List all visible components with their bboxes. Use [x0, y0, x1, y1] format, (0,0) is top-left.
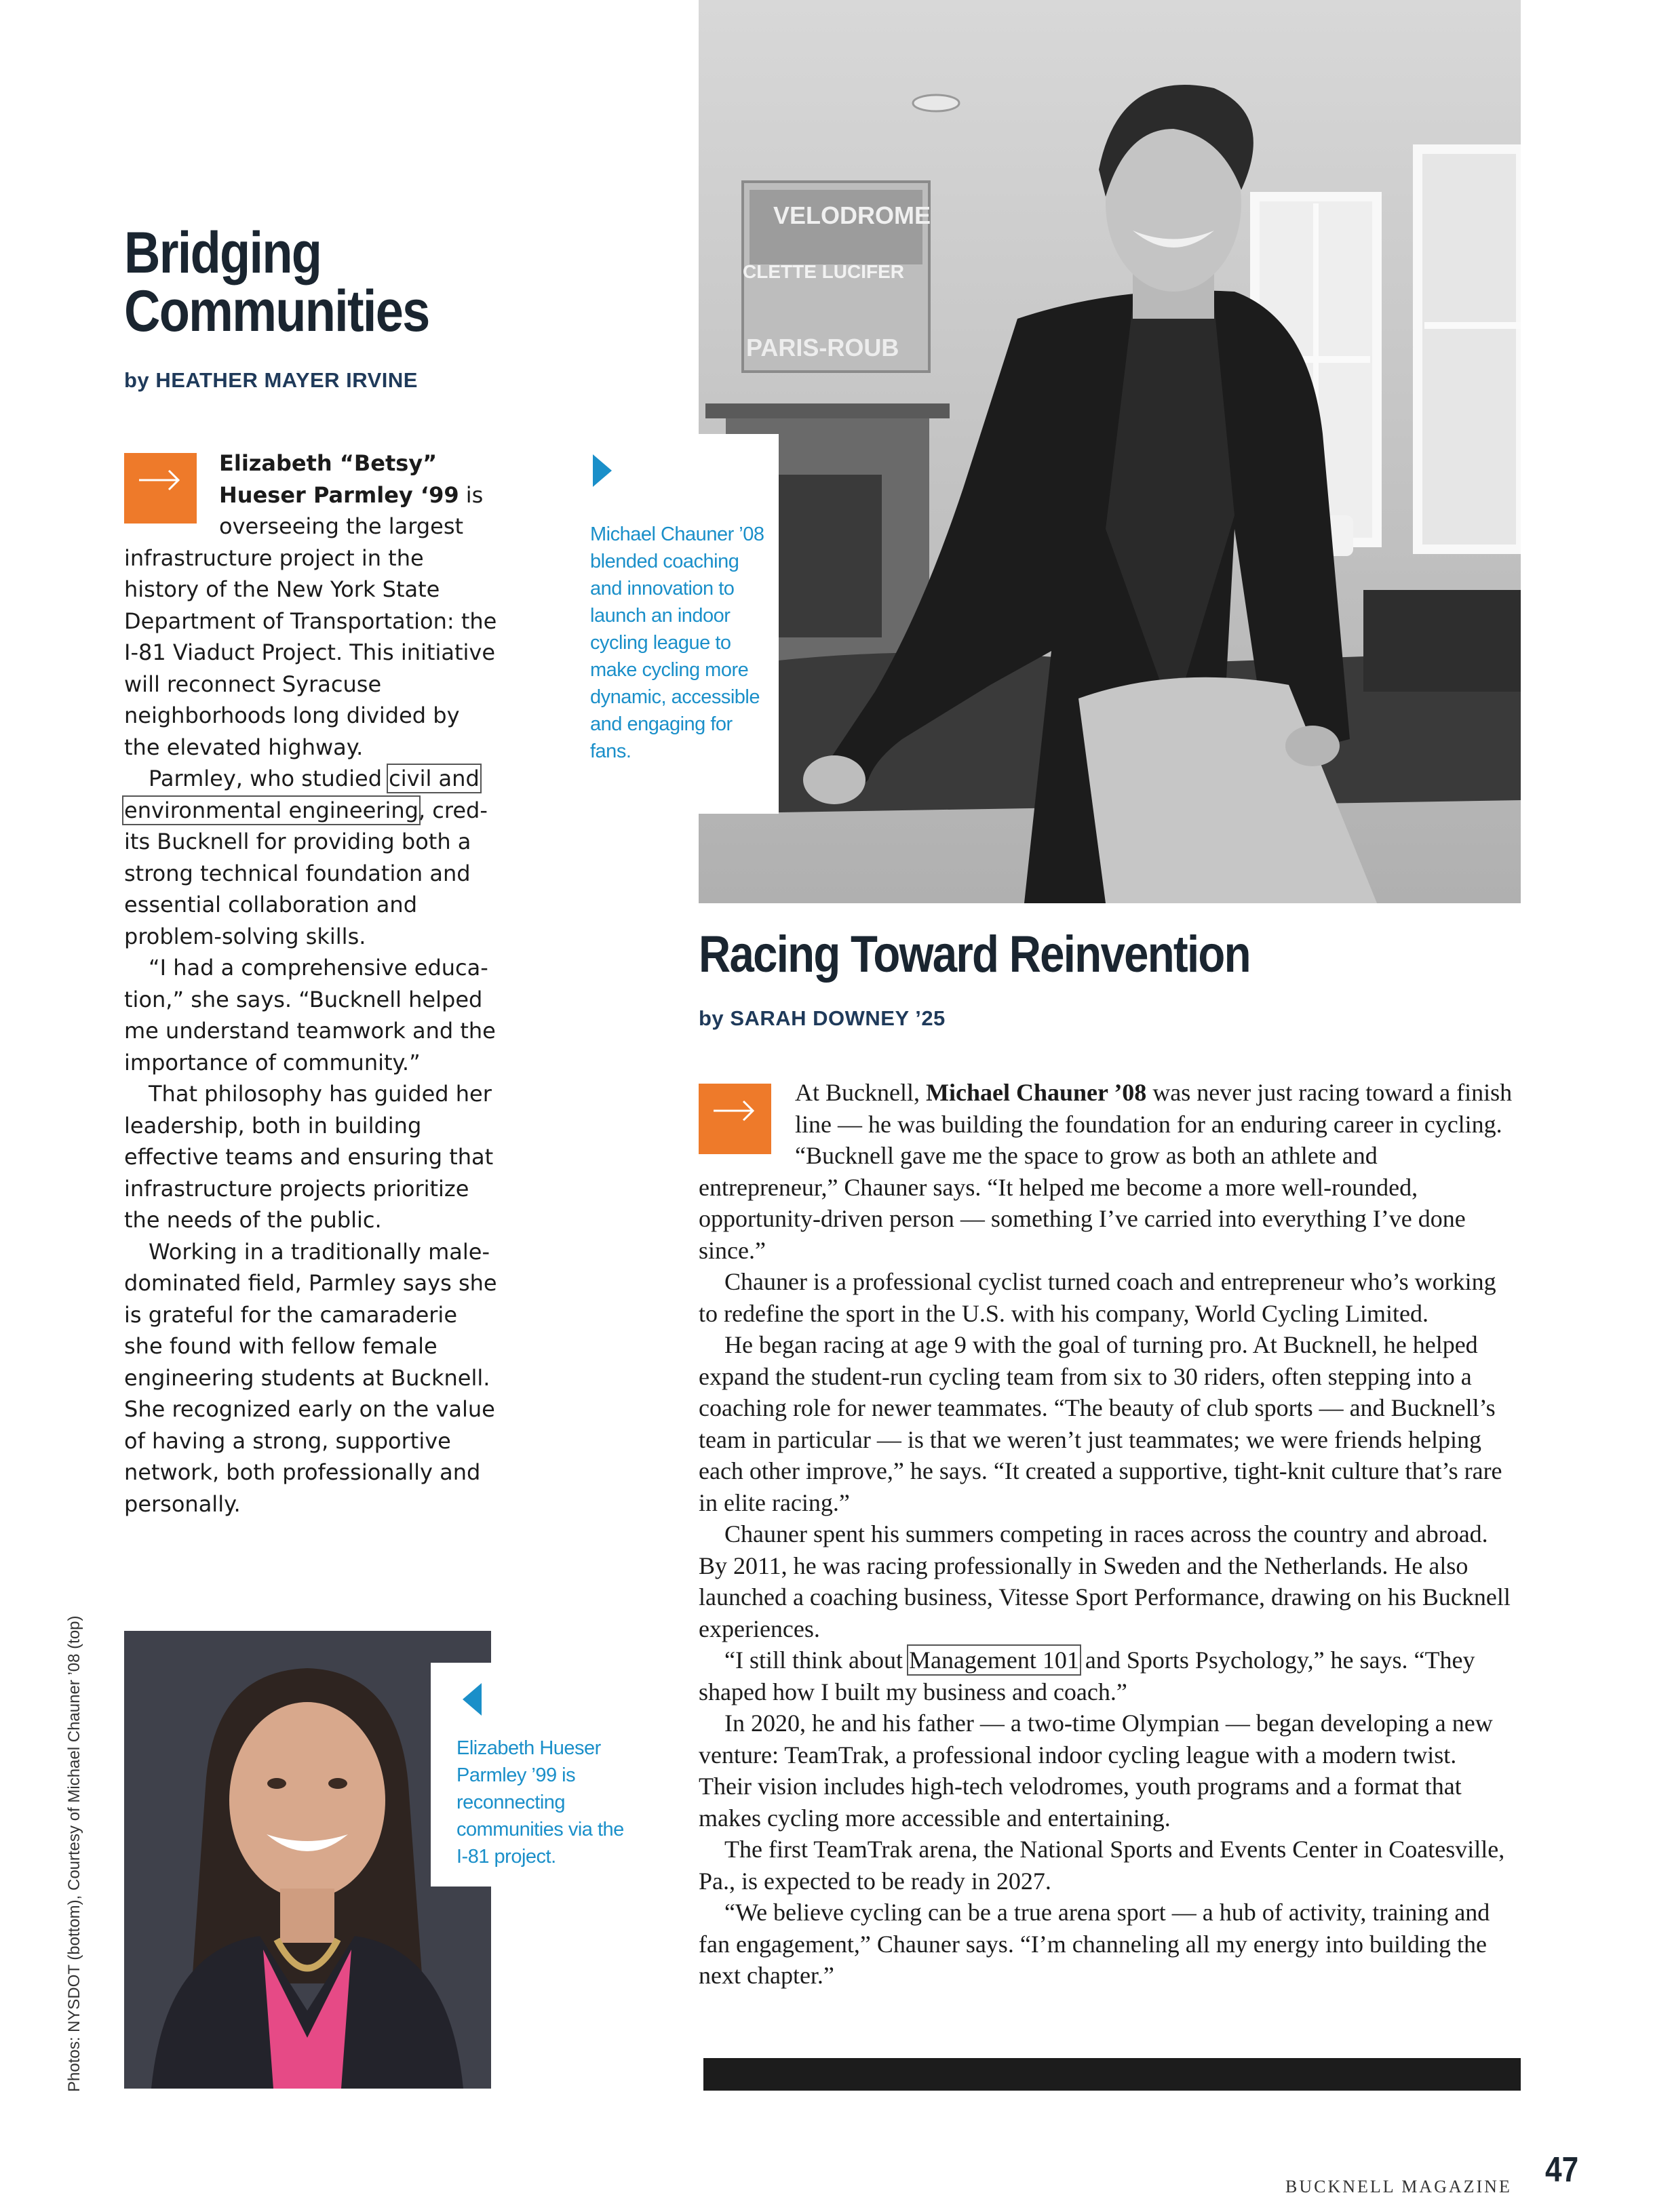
left-paragraph-5: Working in a traditionally male-dominated field, Parmley says she is grateful for the camaraderie she found with fellow female engineering students at Bucknell. She recognized early on the value of having a strong, supportive network, both professionally and personally. [124, 1238, 497, 1517]
left-headline-line2: Communities [124, 279, 429, 344]
civil-engineering-link[interactable]: civil and environmental engineering [124, 766, 480, 823]
left-byline [124, 368, 418, 393]
right-lead-name: Michael Chauner ’08 [925, 1079, 1147, 1106]
right-article-body [699, 1077, 1513, 1992]
right-paragraph-8: “We believe cycling can be a true arena sport — a hub of activity, training and fan engagement,” Chauner says. “I’m channeling all my energy into building the next chapter.” [699, 1899, 1490, 1989]
photo-credit: Photos: NYSDOT (bottom), Courtesy of Michael Chauner ’08 (top) [65, 1615, 83, 2092]
drop-spacer [699, 1077, 795, 1165]
poster-text-2: CLETTE LUCIFER [743, 261, 904, 282]
right-paragraph-3: He began racing at age 9 with the goal of turning pro. At Bucknell, he helped expand the student-run cycling team from six to 30 riders, often stepping into a coaching role for newer teammates. “The beauty of club sports — and Bucknell’s team in particular — is that we weren’t just teammates; we were friends helping each other improve,” he says. “It created a supportive, tight-knit culture that’s rare in elite racing.” [699, 1331, 1502, 1516]
photo-caption-bottom [431, 1663, 641, 1887]
chauner-photo-illustration [699, 0, 1521, 903]
right-byline-prefix: by [699, 1006, 724, 1030]
photo-caption-top [572, 434, 779, 814]
left-p1-text: is overseeing the largest infrastructure project in the history of the New York State Department of Transportation: the I-81 Viaduct Project. This initiative will reconnect Syracuse neighborhoods long divided by the elevated highway. [124, 481, 497, 760]
right-byline-author: SARAH DOWNEY ’25 [730, 1006, 946, 1030]
caption-top-text: Michael Chauner ’08 blended coaching and innovation to launch an indoor cycling league to make cycling more dynamic, accessible and engaging for fans. [590, 524, 764, 762]
left-p2-post: , credits Bucknell for providing both a strong technical foundation and essential collaboration and problem-solving skills. [124, 797, 488, 949]
left-paragraph-3: “I had a comprehensive education,” she says. “Bucknell helped me understand teamwork and the importance of community.” [124, 955, 496, 1075]
left-paragraph-4: That philosophy has guided her leadership, both in building effective teams and ensuring that infrastructure projects prioritize the needs of the public. [124, 1081, 494, 1233]
left-headline [124, 220, 451, 344]
left-paragraph-1 [124, 448, 501, 763]
right-paragraph-6: In 2020, he and his father — a two-time Olympian — began developing a new venture: TeamTrak, a professional indoor cycling league with a modern twist. Their vision includes high-tech velodromes, youth programs and a format that makes cycling more accessible and entertaining. [699, 1710, 1493, 1832]
right-byline [699, 1006, 946, 1031]
right-p5-pre: “I still think about [724, 1646, 909, 1674]
left-article-body [124, 448, 501, 1520]
right-paragraph-1 [699, 1077, 1513, 1266]
left-p2-pre: Parmley, who studied [149, 766, 389, 791]
right-paragraph-4: Chauner spent his summers competing in races across the country and abroad. By 2011, he was racing professionally in Sweden and the Netherlands. He also launched a coaching business, Vitesse Sport Performance, drawing on his Bucknell experiences. [699, 1520, 1511, 1642]
right-p5-post: and Sports Psychology,” he says. “They shaped how I built my business and coach.” [699, 1646, 1475, 1705]
right-p1-post: was never just racing toward a finish line — he was building the foundation for an enduring career in cycling. “Bucknell gave me the space to grow as both an athlete and entrepreneur,” Chauner says. “It helped me become a more well-rounded, opportunity-driven person — something I’ve carried into everything I’ve done since.” [699, 1079, 1513, 1264]
left-lead-name: Elizabeth “Betsy” Hueser Parmley ‘99 [219, 450, 459, 508]
drop-spacer [124, 448, 219, 522]
right-paragraph-5 [699, 1644, 1513, 1707]
caption-bottom-text: Elizabeth Hueser Parmley ’99 is reconnecting communities via the I-81 project. [456, 1737, 624, 1868]
caret-left-icon [463, 1683, 482, 1716]
right-headline: Racing Toward Reinvention [699, 926, 1250, 983]
right-paragraph-2: Chauner is a professional cyclist turned coach and entrepreneur who’s working to redefine the sport in the U.S. with his company, World Cycling Limited. [699, 1268, 1496, 1327]
caret-right-icon [593, 454, 612, 487]
footer-magazine-name: BUCKNELL MAGAZINE [1285, 2177, 1512, 2196]
left-paragraph-2 [124, 763, 501, 952]
chauner-photo [699, 0, 1521, 903]
left-byline-prefix: by [124, 368, 150, 392]
poster-text-3: PARIS-ROUB [746, 334, 899, 361]
management-101-link[interactable]: Management 101 [908, 1646, 1079, 1674]
right-paragraph-7: The first TeamTrak arena, the National Sports and Events Center in Coatesville, Pa., is expected to be ready in 2027. [699, 1836, 1505, 1895]
left-headline-line1: Bridging [124, 220, 322, 285]
page-number: 47 [1545, 2150, 1579, 2190]
left-byline-author: HEATHER MAYER IRVINE [155, 368, 418, 392]
right-p1-pre: At Bucknell, [795, 1079, 926, 1106]
poster-text-1: VELODROME [773, 201, 931, 229]
article-end-bar [703, 2058, 1521, 2091]
